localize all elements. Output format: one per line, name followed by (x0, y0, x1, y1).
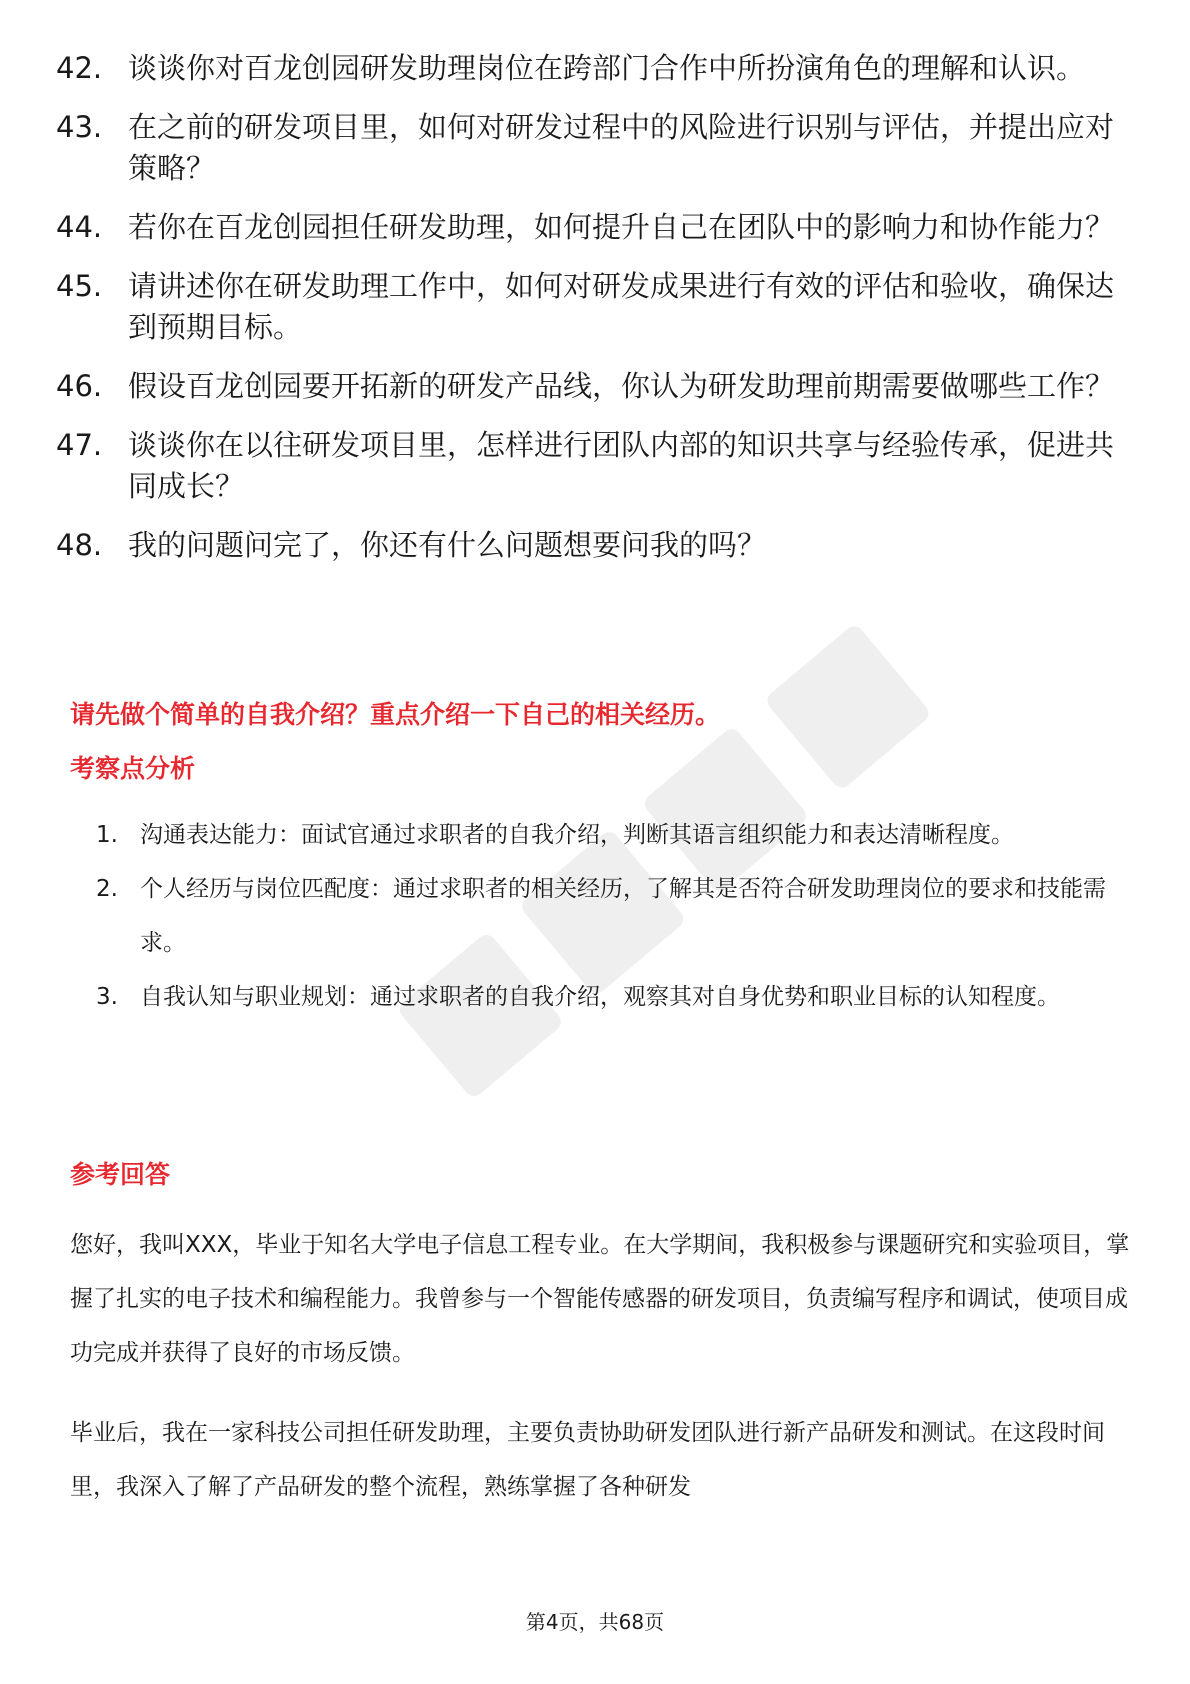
question-text: 若你在百龙创园担任研发助理，如何提升自己在团队中的影响力和协作能力？ (128, 210, 1115, 244)
question-text: 假设百龙创园要开拓新的研发产品线，你认为研发助理前期需要做哪些工作？ (128, 369, 1115, 403)
answer-heading: 参考回答 (70, 1160, 171, 1189)
list-item (70, 862, 1130, 970)
analysis-points (70, 808, 1130, 1024)
question-number: 44. (56, 210, 103, 244)
question-text: 谈谈你对百龙创园研发助理岗位在跨部门合作中所扮演角色的理解和认识。 (128, 51, 1086, 85)
list-item (56, 266, 1136, 348)
answer-paragraph: 您好，我叫XXX，毕业于知名大学电子信息工程专业。在大学期间，我积极参与课题研究和实验项目，掌握了扎实的电子技术和编程能力。我曾参与一个智能传感器的研发项目，负责编写程序和调试，使项目成功完成并获得了良好的市场反馈。 (70, 1232, 1130, 1366)
list-item (56, 525, 1136, 566)
list-item (56, 425, 1136, 507)
analysis-heading: 考察点分析 (70, 754, 196, 783)
list-item (56, 48, 1136, 89)
question-text: 在之前的研发项目里，如何对研发过程中的风险进行识别与评估，并提出应对策略？ (128, 110, 1115, 185)
point-text: 沟通表达能力：面试官通过求职者的自我介绍，判断其语言组织能力和表达清晰程度。 (140, 822, 1014, 848)
list-item (56, 207, 1136, 248)
question-title: 请先做个简单的自我介绍？重点介绍一下自己的相关经历。 (70, 700, 721, 729)
question-number: 47. (56, 428, 103, 462)
question-text: 我的问题问完了，你还有什么问题想要问我的吗？ (128, 528, 767, 562)
point-number: 2. (96, 876, 118, 902)
question-number: 43. (56, 110, 103, 144)
question-text: 谈谈你在以往研发项目里，怎样进行团队内部的知识共享与经验传承，促进共同成长？ (128, 428, 1115, 503)
question-number: 42. (56, 51, 103, 85)
page-footer: 第4页，共68页 (525, 1610, 665, 1634)
list-item (56, 366, 1136, 407)
answer-paragraph: 毕业后，我在一家科技公司担任研发助理，主要负责协助研发团队进行新产品研发和测试。在这段时间里，我深入了解了产品研发的整个流程，熟练掌握了各种研发 (70, 1420, 1105, 1500)
question-text: 请讲述你在研发助理工作中，如何对研发成果进行有效的评估和验收，确保达到预期目标。 (128, 269, 1115, 344)
point-number: 3. (96, 984, 118, 1010)
question-number: 46. (56, 369, 103, 403)
list-item (56, 107, 1136, 189)
question-list (56, 48, 1136, 584)
point-text: 自我认知与职业规划：通过求职者的自我介绍，观察其对自身优势和职业目标的认知程度。 (140, 984, 1060, 1010)
list-item (70, 808, 1130, 862)
question-number: 48. (56, 528, 103, 562)
point-text: 个人经历与岗位匹配度：通过求职者的相关经历，了解其是否符合研发助理岗位的要求和技能需求。 (140, 876, 1106, 956)
question-number: 45. (56, 269, 103, 303)
point-number: 1. (96, 822, 118, 848)
list-item (70, 970, 1130, 1024)
